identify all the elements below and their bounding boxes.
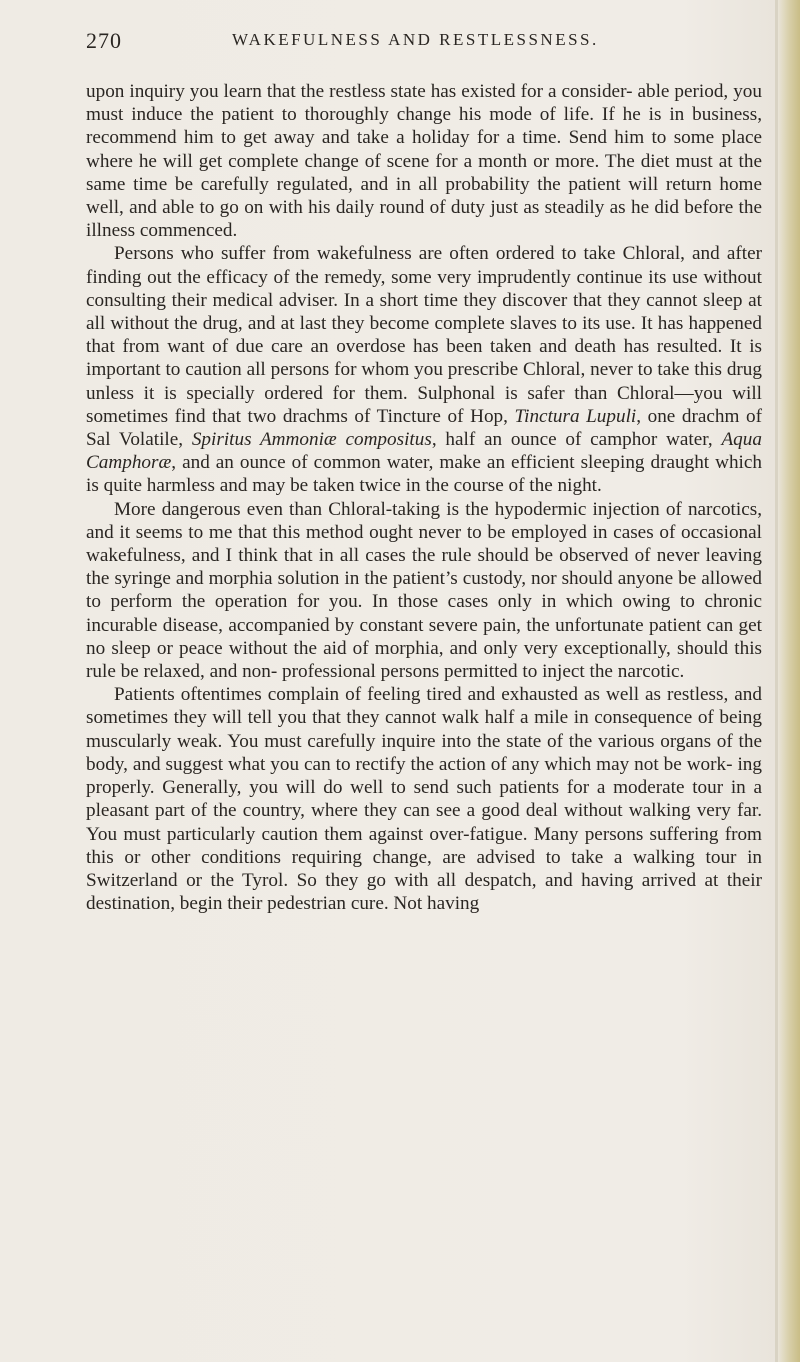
italic-term: Spiritus Ammoniæ compositus — [191, 429, 432, 451]
paragraph — [86, 242, 762, 497]
italic-term: Tinctura Lupuli — [514, 405, 637, 427]
text-run: More dangerous even than Chloral-taking is the hypodermic injection of narcotics, and it seems to me that this method ought never to be employed in cases of occasional wakefulness, and I think that in all cases the rule should be observed of never leaving the syringe and morphia solution in the patient’s custody, nor should anyone be allowed to perform the operation for you. In those cases only in which owing to chronic incurable disease, accompanied by constant severe pain, the unfortunate patient can get no sleep or peace without the aid of morphia, and only very exceptionally, should this rule be relaxed, and non- professional persons permitted to inject the narcotic. — [86, 498, 762, 683]
text-run: Patients oftentimes complain of feeling tired and exhausted as well as restless, and sometimes they will tell you that they cannot walk half a mile in consequence of being muscularly weak. You must carefully inquire into the state of the various organs of the body, and suggest what you can to rectify the action of any which may not be work- ing properly. Generally, you will do well to send such patients for a moderate tour in a pleasant part of the country, where they can see a good deal without walking very far. You must particularly caution them against over-fatigue. Many persons suffering from this or other conditions requiring change, are advised to take a walking tour in Switzerland or the Tyrol. So they go with all despatch, and having arrived at their destination, begin their pedestrian cure. Not having — [86, 684, 762, 915]
text-run: Persons who suffer from wakefulness are often ordered to take Chloral, and after finding out the efficacy of the remedy, some very imprudently continue its use without consulting their medical adviser. In a short time they discover that they cannot sleep at all without the drug, and at last they become complete slaves to its use. It has happened that from want of due care an overdose has been taken and death has resulted. It is important to caution all persons for whom you prescribe Chloral, never to take this drug unless it is specially ordered for them. Sulphonal is safer than Chloral—you will sometimes find that two drachms of Tincture of Hop, — [86, 243, 762, 427]
italic-term: Aqua Camphoræ — [86, 429, 762, 474]
page-header — [86, 28, 762, 58]
paragraph — [86, 498, 762, 684]
running-head: WAKEFULNESS AND RESTLESSNESS. — [232, 30, 599, 49]
body-text — [86, 80, 762, 915]
text-run: upon inquiry you learn that the restless state has existed for a consider- able period, you must induce the patient to thoroughly change his mode of life. If he is in business, recommend him to get away and take a holiday for a time. Send him to some place where he will get complete change of scene for a month or more. The diet must at the same time be carefully regulated, and in all probability the patient will return home well, and able to go on with his daily round of duty just as steadily as he did before the illness commenced. — [86, 81, 762, 242]
paragraph — [86, 80, 762, 242]
page-number: 270 — [86, 28, 122, 53]
page-edge — [778, 0, 800, 1362]
text-run: , half an ounce of camphor water, — [431, 429, 722, 451]
text-run: , and an ounce of common water, make an efficient sleeping draught which is quite harmless and may be taken twice in the course of the night. — [86, 452, 762, 497]
paragraph — [86, 683, 762, 915]
text-run: , one drachm of Sal Volatile, — [86, 405, 762, 451]
